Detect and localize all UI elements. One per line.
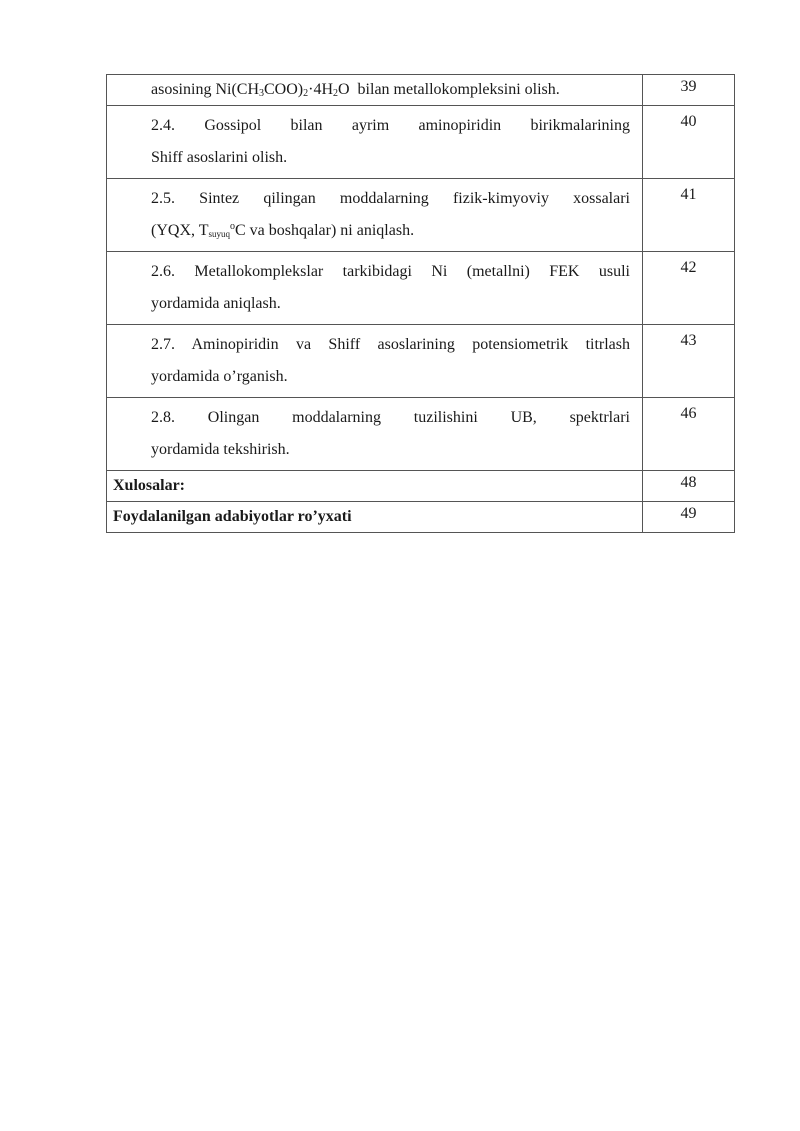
toc-page-number: 42 — [643, 252, 735, 325]
toc-entry-title: Xulosalar: — [107, 471, 643, 502]
toc-entry-title: 2.8. Olingan moddalarning tuzilishini UB, spektrlari — [151, 409, 630, 426]
toc-entry-title: 2.6. Metallokomplekslar tarkibidagi Ni (metallni) FEK usuli — [151, 263, 630, 280]
toc-row — [107, 325, 735, 398]
toc-row — [107, 252, 735, 325]
toc-page-number: 39 — [643, 75, 735, 106]
toc-entry-title-cont: yordamida o’rganish. — [151, 368, 288, 385]
toc-entry-title-cont: yordamida aniqlash. — [151, 295, 281, 312]
toc-entry-title-cont: Shiff asoslarini olish. — [151, 149, 288, 166]
toc-page-number: 49 — [643, 502, 735, 533]
toc-page-number: 48 — [643, 471, 735, 502]
toc-entry-title-cont: (YQX, $T_{suyuq}^oC$ va boshqalar) ni aniqlash. — [151, 221, 415, 239]
toc-row-references — [107, 502, 735, 533]
toc-entry-title-cont: yordamida tekshirish. — [151, 441, 290, 458]
toc-page-number: 41 — [643, 179, 735, 252]
toc-row — [107, 75, 735, 106]
toc-entry-title: asosining $Ni(CH_3COO)_2\cdot 4H_2O$ bilan metallokompleksini olish. — [151, 81, 560, 99]
toc-entry-title: 2.5. Sintez qilingan moddalarning fizik-kimyoviy xossalari — [151, 190, 630, 207]
toc-page-number: 46 — [643, 398, 735, 471]
toc-row-conclusions — [107, 471, 735, 502]
toc-row — [107, 179, 735, 252]
toc-entry-title: Foydalanilgan adabiyotlar ro’yxati — [107, 502, 643, 533]
table-of-contents — [106, 74, 735, 533]
toc-page-number: 43 — [643, 325, 735, 398]
toc-row — [107, 398, 735, 471]
toc-entry-title: 2.7. Aminopiridin va Shiff asoslarining potensiometrik titrlash — [151, 336, 630, 353]
toc-entry-title: 2.4. Gossipol bilan ayrim aminopiridin birikmalarining — [151, 117, 630, 134]
toc-page-number: 40 — [643, 106, 735, 179]
toc-row — [107, 106, 735, 179]
